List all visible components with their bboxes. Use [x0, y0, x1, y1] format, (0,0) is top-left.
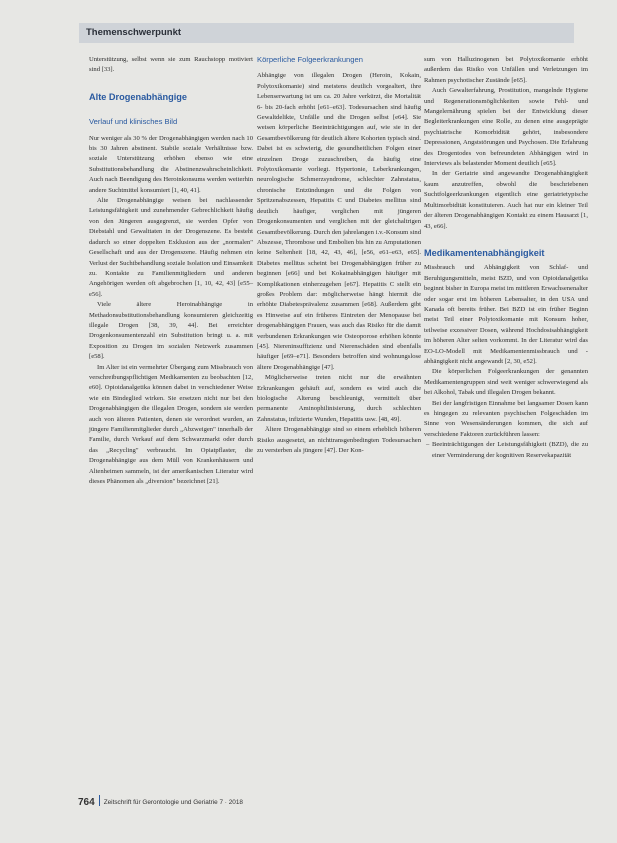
paragraph: Die körperlichen Folgeerkrankungen der genannten Medikamentengruppen sind weit weniger schwerwiegend als bei Alkohol, Tabak und illegalen Drogen bekannt.: [424, 368, 588, 397]
subsection-heading: Körperliche Folgeerkrankungen: [257, 55, 363, 64]
text-column-1: [89, 55, 253, 487]
paragraph: Viele ältere Heroinabhängige in Methadonsubstitutionsbehandlung konsumieren gleichzeitig illegale Drogen [38, 39, 44]. Bei erreichter Drogenkonsumentenzahl ein Substitution bringt u. a. mit Exposition zu Drogen im sozialen Netzwerk zusammen [e58].: [89, 301, 253, 361]
page-number: 764: [78, 797, 95, 808]
paragraph: sum von Halluzinogenen bei Polytoxikomanie erhöht außerdem das Risiko von Unfällen und Verletzungen im Rahmen psychotischer Zustände [e65].: [424, 56, 588, 84]
paragraph: Alte Drogenabhängige weisen bei nachlassender Leistungsfähigkeit und zunehmender Gebrechlichkeit häufig von den Jüngeren ausgegrenzt, sie werden Opfer von Diebstahl und Gewalttaten in der Drogenszene. Es besteht dadurch so einer doppelten Exklusion aus der „normalen" Gesellschaft und aus der Drogenszene. Häufig nehmen ein Verlust der Suchtbehandlung soziale Isolation und Einsamkeit zu. Kontakte zu Familienmitgliedern und anderen Angehörigen werden oft abgebrochen [1, 10, 42, 43] [e55–e56].: [89, 197, 253, 298]
paragraph: Bei der langfristigen Einnahme bei langsamer Dosen kann es hingegen zu relevanten psychischen Folgeschäden im Sinne von Wesensänderungen kommen, die sich auf verschiedene Faktoren zurückführen lassen:: [424, 399, 588, 438]
section-title: Themenschwerpunkt: [86, 27, 182, 38]
section-heading: Alte Drogenabhängige: [89, 91, 188, 102]
section-heading: Medikamentenabhängigkeit: [424, 247, 545, 258]
paragraph: Möglicherweise treten nicht nur die erwähnten Erkrankungen gehäuft auf, sondern es wird auch die biologische Alterung beschleunigt, vermittelt über permanente Aminophilinisierung, durch schlechten Zahnstatus, infizierte Wunden, Hepatitis usw. [48, 49].: [257, 374, 421, 423]
list-item: – Beeinträchtigungen der Leistungsfähigkeit (BZD), die zu einer Verminderung der kognitiven Reservekapazität: [426, 441, 588, 459]
paragraph: Missbrauch und Abhängigkeit von Schlaf- und Beruhigungsmitteln, meist BZD, und von Opioidanalgetika beginnt bisher in Europa meist im mittleren Erwachsenenalter oder sogar erst im höheren Lebensalter, in den USA und Kanada oft bereits früher. Bei BZD ist ein früher Beginn meist Teil einer Polytoxikomanie mit Konsum hoher, teilweise exzessiver Dosen, während Hochdosisabhängigkeit im höheren Alter selten vorkommt. In der Literatur wird das EO-LO-Modell mit Medikamentenmissbrauch und -abhängigkeit nicht angewandt [2, 30, e52].: [424, 264, 588, 365]
footer-divider: [99, 795, 100, 806]
page-footer: [78, 795, 243, 808]
text-column-3: [424, 55, 588, 461]
paragraph: Abhängige von illegalen Drogen (Heroin, Kokain, Polytoxikomanie) sind meistens deutlich vorgealtert, ihre Lebenserwartung ist um ca. 20 Jahre verkürzt, die Mortalität 6- bis 20-fach erhöht [e61–e63]. Todesursachen sind häufig Gewaltdelikte, Unfälle und die Drogen selbst [e64]. Sie weisen körperliche Beeinträchtigungen auf, wie sie in der Gesamtbevölkerung für deutlich ältere Kohorten typisch sind. Dabei ist es schwierig, die gesundheitlichen Folgen einer einzelnen Droge zuzuschreiben, da häufig eine Polytoxikomanie vorliegt. Hypertonie, Leberkrankungen, neurologische Schmerzsyndrome, schlechter Zahnstatus, chronische Entzündungen und die Folgen von Spritzenabszessen, Hepatitis C und Diabetes mellitus sind deutlich häufiger, verglichen mit jüngeren Drogenkonsumenten und verglichen mit der gleichaltrigen Gesamtbevölkerung. Durch den jahrelangen i.v.-Konsum sind Abszesse, Thrombose und Embolien bis hin zu Amputationen keine Seltenheit [18, 42, 43, 46], [e56, e61–e63, e65]. Diabetes mellitus scheint bei Drogenabhängigen früher zu beginnen [e66] und bei Kokainabhängigen häufiger mit Komplikationen einherzugehen [e67]. Hepatitis C stellt ein großes Problem dar: möglicherweise hängt hiermit die erhöhte Diabetesprävalenz zusammen [e68]. Außerdem gibt es Hinweise auf ein früheres Eintreten der Menopause bei drogenabhängigen Frauen, was auch das Risiko für die damit verbundenen Erkrankungen wie Osteoporose erhöhen könnte [45]. Niereninsuffizienz und Nierenschäden sind ebenfalls häufiger [e69–e71]. Besonders betroffen sind wohnungslose ältere Drogenabhängige [47].: [257, 72, 421, 371]
paragraph: Unterstützung, selbst wenn sie zum Rauchstopp motiviert sind [33].: [89, 56, 253, 74]
paragraph: Nur weniger als 30 % der Drogenabhängigen werden nach 10 bis 30 Jahren abstinent. Stabile soziale Verhältnisse bzw. soziale Unterstützung erhöhen ebenso wie eine Substitutionsbehandlung die Abstinenzwahrscheinlichkeit. Auch nach Beendigung des Heroinkonsums werden weiterhin andere Suchtmittel konsumiert [1, 40, 41].: [89, 134, 253, 194]
subsection-heading: Verlauf und klinisches Bild: [89, 117, 178, 127]
paragraph: Im Alter ist ein vermehrter Übergang zum Missbrauch von verschreibungspflichtigen Medikamenten zu beobachten [12, e60]. Opioidanalgetika können dabei in verschiedener Weise wie ein Bindeglied wirken. Sie ersetzen nicht nur bei den Drogenabhängigen die illegalen Drogen, sondern sie werden auch von älteren Patienten, denen sie verordnet wurden, an jüngere Familienmitglieder durch „Abzweigen" innerhalb der Familie, durch Verkauf auf dem Schwarzmarkt oder durch das „Recycling" verbraucht. Im Opiatpflaster, die Drogenabhängige aus dem Müll von Krankenhäusern und Altenheimen sammeln, ist der amerikanischen Literatur wird dieses Phänomen als „diversion" bezeichnet [21].: [89, 363, 253, 486]
paragraph: Ältere Drogenabhängige sind so einem erheblich höheren Risiko ausgesetzt, an nichttransgenbedingten Todesursachen zu versterben als jüngere [47]. Der Kon-: [257, 426, 421, 455]
text-column-2: [257, 55, 421, 456]
journal-citation: Zeitschrift für Gerontologie und Geriatrie 7 · 2018: [103, 799, 243, 806]
paragraph: In der Geriatrie sind angewandte Drogenabhängigkeit kaum anzutreffen, obwohl die beschriebenen Suchtfolgeerkrankungen eigentlich eine geriatrietypische Multimorbidität konstituieren. Auch hat nur ein kleiner Teil der älteren Drogenabhängigen Kontakt zu einem Hausarzt [1, 43, e66].: [424, 170, 588, 230]
paragraph: Auch Gewalterfahrung, Prostitution, mangelnde Hygiene und Regenerationsmöglichkeiten sowie Fehl- und Mangelernährung spielen bei der Entwicklung dieser Begleiterkrankungen eine Rolle, zu denen eine ausgeprägte psychiatrische Komorbidität gehört, insbesondere Depressionen, Angststörungen und Psychosen. Die Erfahrung des Drogentodes von befreundeten Abhängigen wird in Interviews als belastender Moment deutlich [e65].: [424, 87, 588, 168]
